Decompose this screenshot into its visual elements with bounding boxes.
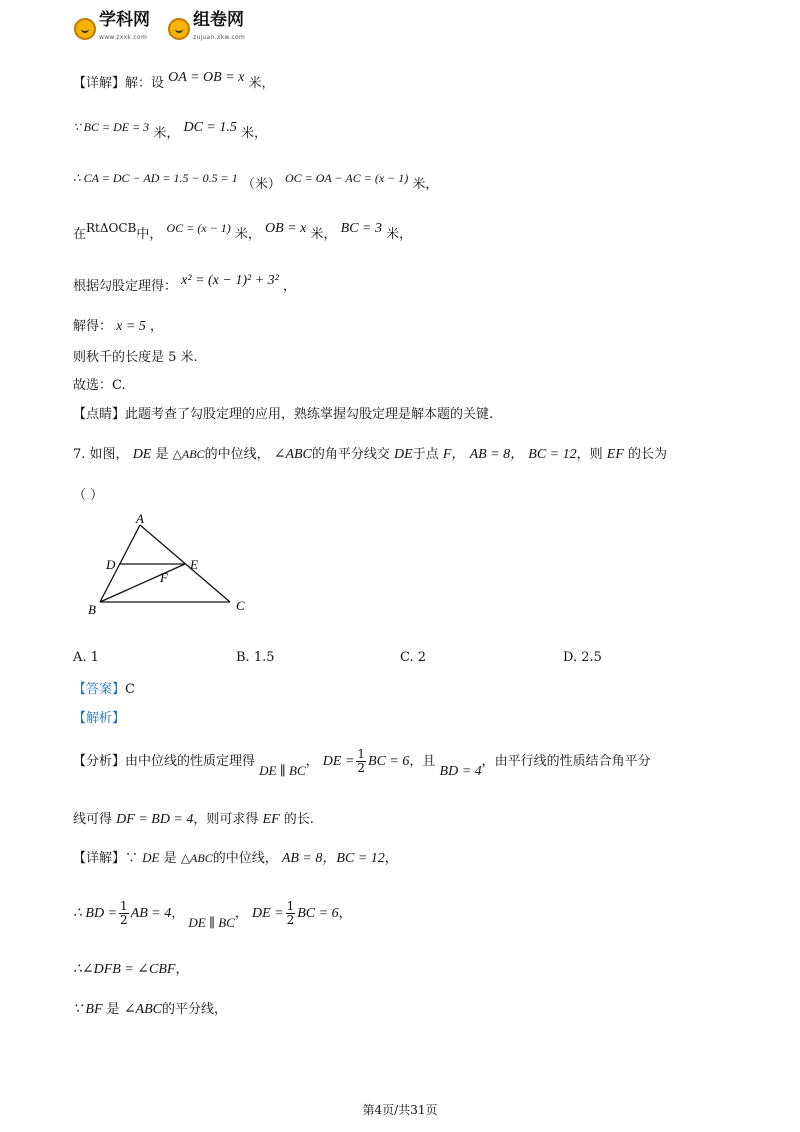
vertex-b-label: B	[88, 602, 96, 617]
point-e-label: E	[190, 557, 198, 572]
point-f-label: F	[160, 570, 168, 585]
detail-tag: 【详解】	[73, 76, 126, 91]
solution-line-2: ∵ BC = DE = 3 米， DC = 1.5 米，	[73, 120, 268, 141]
solution-line-5: 根据勾股定理得： x² = (x − 1)² + 3² ，	[73, 273, 296, 294]
solution-line-8: 故选：C.	[73, 378, 126, 393]
detail-line-4: ∵ BF 是 ∠ABC的平分线，	[73, 1002, 227, 1017]
page-number: 第4页/共31页	[362, 1103, 438, 1117]
zujuan-logo	[168, 12, 245, 46]
solution-line-7: 则秋千的长度是 5 米.	[73, 350, 198, 365]
detail-tag: 【详解】	[73, 851, 126, 866]
answer-tag: 【答案】	[73, 682, 126, 697]
solution-line-1: 【详解】解：设 OA = OB = x 米，	[73, 70, 275, 91]
zxxk-logo-text: 学科网	[99, 10, 150, 30]
equation: OB = x	[265, 221, 307, 236]
header-logos	[74, 10, 255, 44]
analysis-tag: 【分析】	[73, 754, 126, 769]
analysis-header: 【解析】	[73, 711, 126, 726]
detail-line-2: ∴ BD = $\frac{1}{2}$ AB = 4， DE ∥ BC， DE = $\frac{1}{2}$ BC = 6，	[73, 899, 352, 930]
choice-c: C. 2	[400, 650, 427, 665]
solution-line-3: ∴ CA = DC − AD = 1.5 − 0.5 = 1 （米） OC = OA − AC = (x − 1) 米，	[73, 171, 439, 192]
answer-line	[73, 678, 135, 697]
detail-line-1: 【详解】∵ DE 是 △ABC的中位线， AB = 8，BC = 12，	[73, 850, 398, 866]
solution-line-4: 在RtΔOCB中， OC = (x − 1) 米， OB = x 米， BC = 3 米，	[73, 221, 413, 242]
equation: DC = 1.5	[183, 120, 237, 135]
fraction: $\frac{1}{2}$	[357, 747, 366, 775]
vertex-a-label: A	[136, 511, 144, 526]
equation: OA = OB = x	[168, 70, 245, 85]
triangle-diagram	[82, 507, 262, 619]
answer-blank: （ ）	[73, 488, 104, 503]
fraction: $\frac{1}{2}$	[120, 899, 128, 927]
zujuan-logo-text: 组卷网	[193, 10, 244, 30]
remark-tag: 【点睛】	[73, 407, 126, 422]
question-7: 7. 如图， DE 是 △ABC的中位线， ∠ABC的角平分线交 DE于点 F， AB = 8， BC = 12，则 EF 的长为	[73, 447, 668, 462]
equation: OC = OA − AC = (x − 1)	[285, 171, 409, 185]
analysis-line-1: 【分析】由中位线的性质定理得 DE ∥ BC， DE = $\frac{1}{2}$ BC = 6，且 BD = 4，由平行线的性质结合角平分	[73, 747, 651, 779]
equation: ∴ CA = DC − AD = 1.5 − 0.5 = 1	[73, 171, 238, 185]
choice-a: A. 1	[73, 650, 99, 665]
equation: x = 5	[116, 319, 146, 334]
choice-b: B. 1.5	[236, 650, 275, 665]
fraction: $\frac{1}{2}$	[286, 899, 295, 927]
choice-d: D. 2.5	[563, 650, 602, 665]
point-d-label: D	[106, 557, 116, 572]
analysis-line-2: 线可得 DF = BD = 4，则可求得 EF 的长.	[73, 812, 314, 827]
answer-value: C	[125, 682, 135, 697]
zxxk-logo	[74, 12, 150, 46]
zujuan-logo-url: zujuan.xkw.com	[193, 34, 246, 41]
mascot-icon	[168, 18, 190, 40]
detail-line-3: ∴∠DFB = ∠CBF，	[73, 962, 189, 977]
vertex-c-label: C	[236, 598, 245, 613]
triangle-label: RtΔOCB	[86, 221, 137, 235]
mascot-icon	[74, 18, 96, 40]
solution-line-6: 解得： x = 5 ，	[73, 319, 163, 334]
zxxk-logo-url: www.zxxk.com	[99, 34, 148, 41]
equation: ∵ BC = DE = 3	[73, 120, 150, 134]
equation: OC = (x − 1)	[166, 221, 231, 235]
solution-line-9: 【点睛】此题考查了勾股定理的应用，熟练掌握勾股定理是解本题的关键.	[73, 407, 494, 422]
equation: x² = (x − 1)² + 3²	[181, 273, 279, 288]
equation: BC = 3	[340, 221, 382, 236]
